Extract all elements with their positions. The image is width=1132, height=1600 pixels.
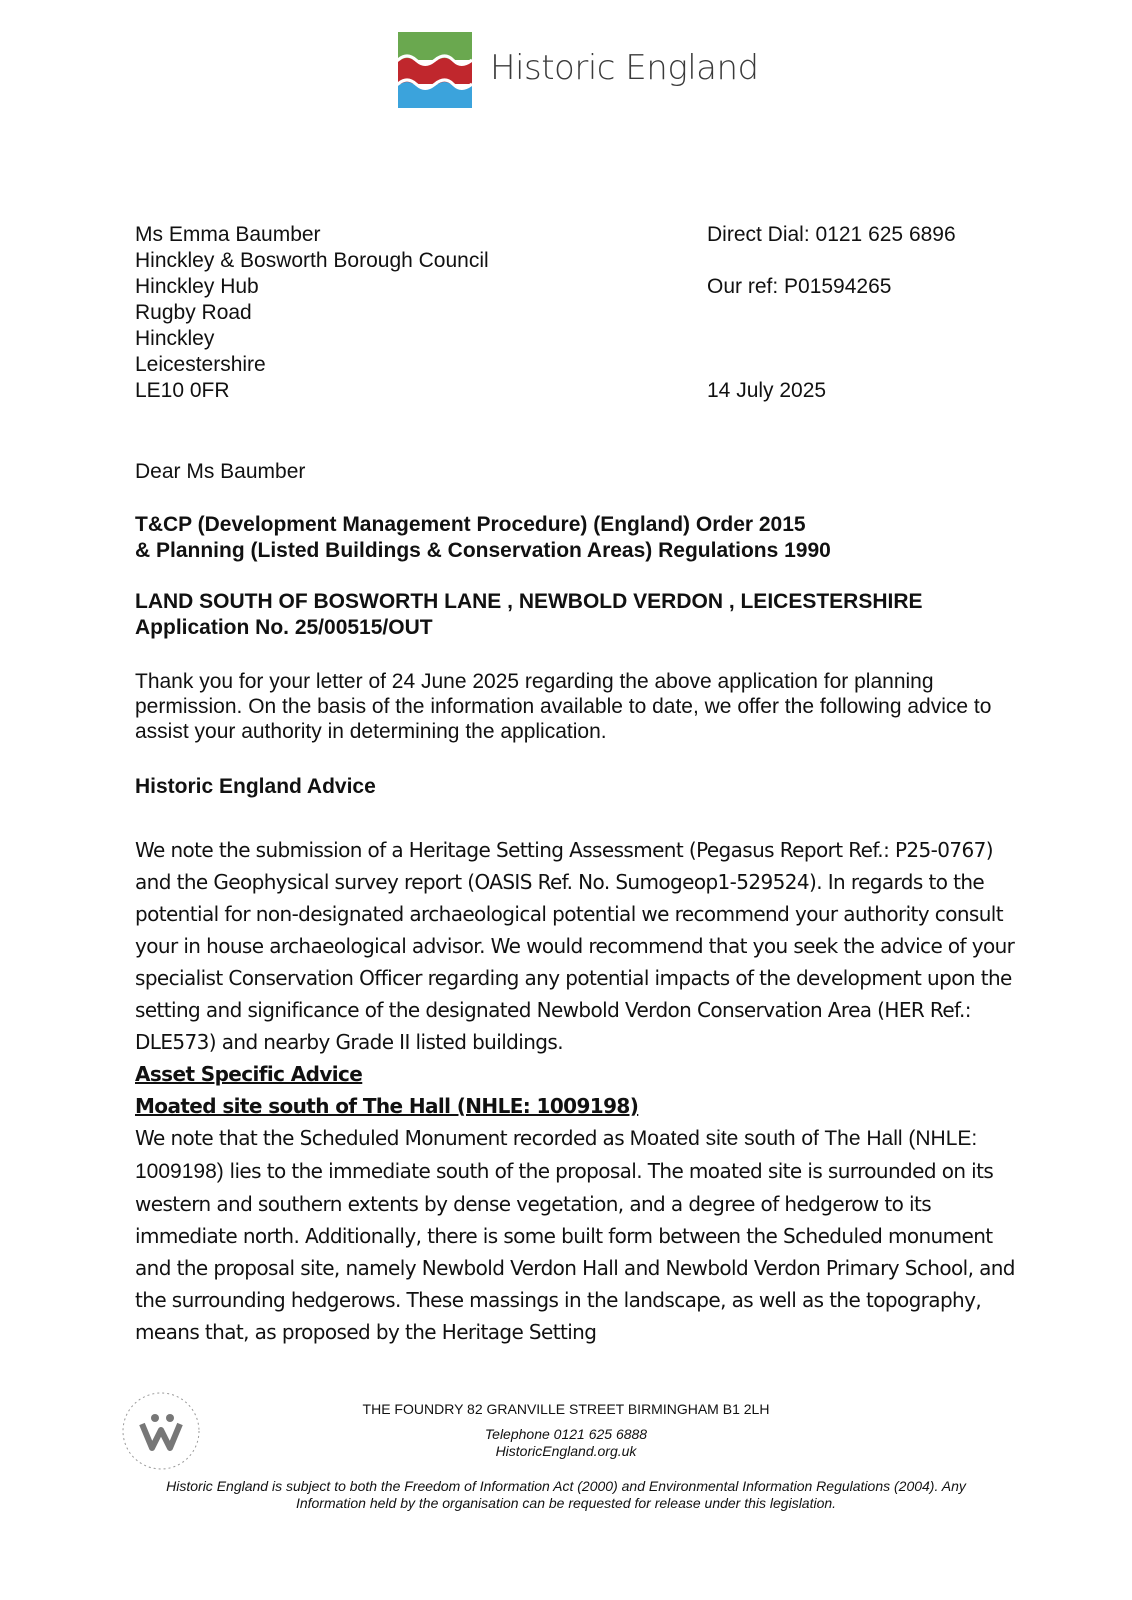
recipient-street: Rugby Road [135, 301, 252, 324]
recipient-name: Ms Emma Baumber [135, 223, 321, 246]
recipient-organisation: Hinckley & Bosworth Borough Council [135, 249, 489, 272]
site-heading [135, 589, 923, 641]
asset-specific-heading: Asset Specific Advice [135, 1062, 363, 1086]
letter-date: 14 July 2025 [707, 379, 827, 402]
legislation-line-1: T&CP (Development Management Procedure) (England) Order 2015 [135, 513, 806, 536]
asset-subheading: Moated site south of The Hall (NHLE: 1009198) [135, 1094, 639, 1118]
advice-body [135, 834, 1015, 1348]
recipient-county: Leicestershire [135, 353, 266, 376]
legislation-line-2: & Planning (Listed Buildings & Conservation Areas) Regulations 1990 [135, 539, 831, 562]
advice-paragraph-2: We note that the Scheduled Monument recorded as Moated site south of The Hall (NHLE: 1009198) lies to the immediate south of the proposal. The moated site is surrounded on its western and southern extents by dense vegetation, and a degree of hedgerow to its immediate north. Additionally, there is some built form between the Scheduled monument and the proposal site, namely Newbold Verdon Hall and Newbold Verdon Primary School, and the surrounding hedgerows. These massings in the landscape, as well as the topography, means that, as proposed by the Heritage Setting [135, 1126, 1015, 1344]
legislation-heading [135, 512, 831, 564]
recipient-building: Hinckley Hub [135, 275, 259, 298]
wave-logo-icon [398, 32, 472, 108]
logo-wordmark: Historic England [490, 48, 759, 88]
foi-notice: Historic England is subject to both the Freedom of Information Act (2000) and Environmental Information Regulations (2004). Any Information held by the organisation can be requested for release under this legislation. [166, 1478, 966, 1511]
advice-heading: Historic England Advice [135, 775, 376, 798]
salutation: Dear Ms Baumber [135, 460, 306, 483]
historic-england-logo [398, 32, 759, 108]
intro-paragraph: Thank you for your letter of 24 June 2025 regarding the above application for planning permission. On the basis of the information available to date, we offer the following advice to assist your authority in determining the application. [135, 670, 992, 743]
footer-telephone: Telephone 0121 625 6888 [484, 1426, 648, 1442]
site-address: LAND SOUTH OF BOSWORTH LANE , NEWBOLD VERDON , LEICESTERSHIRE [135, 590, 923, 613]
our-ref: Our ref: P01594265 [707, 275, 892, 298]
recipient-address [135, 222, 489, 404]
recipient-town: Hinckley [135, 327, 215, 350]
footer-contact [0, 1426, 1132, 1460]
advice-paragraph-1: We note the submission of a Heritage Setting Assessment (Pegasus Report Ref.: P25-0767) and the Geophysical survey report (OASIS Ref. No. Sumogeop1-529524). In regards to the potential for non-designated archaeological potential we recommend your authority consult your in house archaeological advisor. We would recommend that you seek the advice of your specialist Conservation Officer regarding any potential impacts of the development upon the setting and significance of the designated Newbold Verdon Conservation Area (HER Ref.: DLE573) and nearby Grade II listed buildings. [135, 838, 1015, 1054]
footer-website[interactable]: HistoricEngland.org.uk [495, 1443, 637, 1459]
application-number: Application No. 25/00515/OUT [135, 616, 433, 639]
reference-block [707, 222, 956, 404]
recipient-postcode: LE10 0FR [135, 379, 230, 402]
asset-name-inline: Moated site south of The Hall (NHLE: 1009198) [135, 1127, 978, 1183]
footer-address: THE FOUNDRY 82 GRANVILLE STREET BIRMINGHAM B1 2LH [362, 1401, 770, 1417]
direct-dial: Direct Dial: 0121 625 6896 [707, 223, 956, 246]
